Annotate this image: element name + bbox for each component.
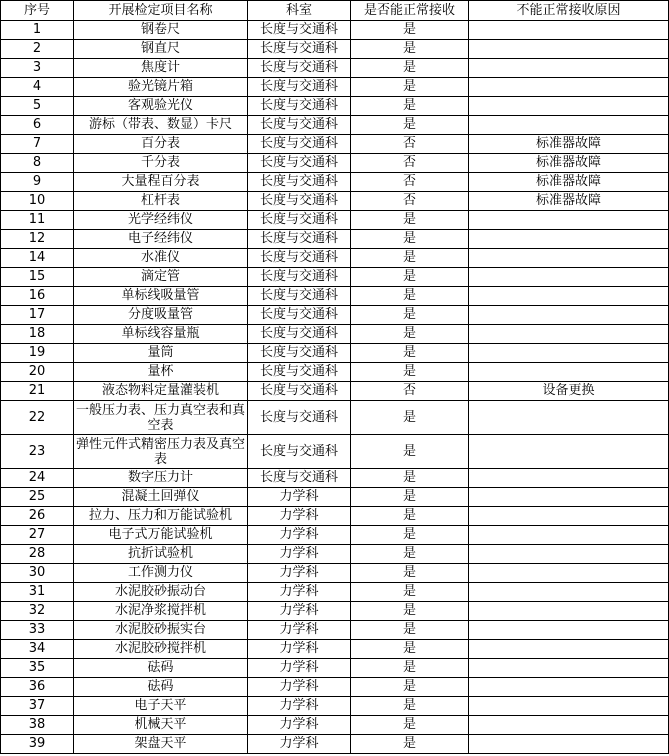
table-row	[1, 325, 669, 344]
table-row	[1, 526, 669, 545]
cell-item-name: 砝码	[74, 678, 248, 697]
cell-can-accept: 是	[351, 507, 469, 526]
cell-can-accept: 是	[351, 640, 469, 659]
table-row	[1, 602, 669, 621]
cell-can-accept: 是	[351, 583, 469, 602]
cell-department: 力学科	[248, 507, 351, 526]
table-row	[1, 59, 669, 78]
cell-reject-reason	[469, 602, 669, 621]
cell-serial-number: 26	[1, 507, 74, 526]
cell-department: 力学科	[248, 564, 351, 583]
cell-serial-number: 33	[1, 621, 74, 640]
cell-can-accept: 是	[351, 659, 469, 678]
cell-reject-reason	[469, 344, 669, 363]
header-serial-number: 序号	[1, 1, 74, 21]
table-row	[1, 249, 669, 268]
cell-department: 力学科	[248, 583, 351, 602]
cell-reject-reason	[469, 697, 669, 716]
table-row	[1, 735, 669, 754]
cell-serial-number: 17	[1, 306, 74, 325]
cell-serial-number: 1	[1, 21, 74, 40]
cell-serial-number: 31	[1, 583, 74, 602]
cell-item-name: 分度吸量管	[74, 306, 248, 325]
cell-can-accept: 是	[351, 268, 469, 287]
cell-item-name: 电子天平	[74, 697, 248, 716]
cell-item-name: 水准仪	[74, 249, 248, 268]
cell-reject-reason	[469, 40, 669, 59]
cell-reject-reason	[469, 78, 669, 97]
cell-serial-number: 30	[1, 564, 74, 583]
cell-department: 长度与交通科	[248, 344, 351, 363]
cell-reject-reason	[469, 678, 669, 697]
cell-reject-reason	[469, 488, 669, 507]
table-row	[1, 507, 669, 526]
table-row	[1, 678, 669, 697]
cell-can-accept: 是	[351, 435, 469, 469]
cell-serial-number: 28	[1, 545, 74, 564]
cell-serial-number: 8	[1, 154, 74, 173]
table-row	[1, 583, 669, 602]
cell-reject-reason	[469, 659, 669, 678]
cell-department: 长度与交通科	[248, 135, 351, 154]
table-row	[1, 716, 669, 735]
cell-can-accept: 否	[351, 382, 469, 401]
cell-reject-reason	[469, 621, 669, 640]
cell-serial-number: 9	[1, 173, 74, 192]
cell-department: 长度与交通科	[248, 173, 351, 192]
table-row	[1, 211, 669, 230]
cell-reject-reason	[469, 116, 669, 135]
table-row	[1, 135, 669, 154]
cell-item-name: 工作测力仪	[74, 564, 248, 583]
cell-department: 力学科	[248, 735, 351, 754]
cell-serial-number: 4	[1, 78, 74, 97]
cell-item-name: 验光镜片箱	[74, 78, 248, 97]
cell-item-name: 数字压力计	[74, 469, 248, 488]
cell-item-name: 水泥胶砂振实台	[74, 621, 248, 640]
cell-can-accept: 是	[351, 40, 469, 59]
cell-item-name: 液态物料定量灌装机	[74, 382, 248, 401]
cell-reject-reason	[469, 268, 669, 287]
cell-reject-reason: 标准器故障	[469, 135, 669, 154]
cell-reject-reason	[469, 306, 669, 325]
cell-reject-reason	[469, 640, 669, 659]
cell-item-name: 一般压力表、压力真空表和真空表	[74, 401, 248, 435]
cell-reject-reason	[469, 545, 669, 564]
table-row	[1, 697, 669, 716]
table-row	[1, 545, 669, 564]
table-row	[1, 382, 669, 401]
cell-department: 长度与交通科	[248, 97, 351, 116]
cell-can-accept: 是	[351, 363, 469, 382]
table-row	[1, 268, 669, 287]
cell-serial-number: 27	[1, 526, 74, 545]
cell-reject-reason	[469, 325, 669, 344]
cell-reject-reason	[469, 526, 669, 545]
cell-item-name: 量筒	[74, 344, 248, 363]
cell-can-accept: 否	[351, 154, 469, 173]
table-body	[1, 21, 669, 754]
cell-serial-number: 7	[1, 135, 74, 154]
cell-serial-number: 39	[1, 735, 74, 754]
cell-item-name: 水泥胶砂搅拌机	[74, 640, 248, 659]
cell-reject-reason	[469, 59, 669, 78]
cell-department: 力学科	[248, 640, 351, 659]
cell-serial-number: 5	[1, 97, 74, 116]
table-row	[1, 230, 669, 249]
cell-department: 长度与交通科	[248, 435, 351, 469]
cell-serial-number: 36	[1, 678, 74, 697]
cell-reject-reason	[469, 716, 669, 735]
cell-department: 力学科	[248, 697, 351, 716]
cell-reject-reason	[469, 435, 669, 469]
cell-item-name: 抗折试验机	[74, 545, 248, 564]
cell-serial-number: 35	[1, 659, 74, 678]
cell-item-name: 混凝土回弹仪	[74, 488, 248, 507]
cell-department: 长度与交通科	[248, 469, 351, 488]
cell-reject-reason	[469, 469, 669, 488]
header-item-name: 开展检定项目名称	[74, 1, 248, 21]
cell-department: 力学科	[248, 488, 351, 507]
cell-can-accept: 是	[351, 344, 469, 363]
cell-can-accept: 是	[351, 287, 469, 306]
cell-item-name: 客观验光仪	[74, 97, 248, 116]
cell-department: 长度与交通科	[248, 268, 351, 287]
table-row	[1, 306, 669, 325]
cell-department: 长度与交通科	[248, 382, 351, 401]
cell-serial-number: 15	[1, 268, 74, 287]
cell-serial-number: 6	[1, 116, 74, 135]
cell-item-name: 千分表	[74, 154, 248, 173]
cell-department: 力学科	[248, 621, 351, 640]
table-row	[1, 344, 669, 363]
cell-serial-number: 19	[1, 344, 74, 363]
cell-reject-reason: 设备更换	[469, 382, 669, 401]
header-reject-reason: 不能正常接收原因	[469, 1, 669, 21]
cell-can-accept: 是	[351, 249, 469, 268]
cell-department: 长度与交通科	[248, 21, 351, 40]
cell-serial-number: 24	[1, 469, 74, 488]
cell-item-name: 游标（带表、数显）卡尺	[74, 116, 248, 135]
table-row	[1, 621, 669, 640]
cell-department: 长度与交通科	[248, 325, 351, 344]
cell-department: 长度与交通科	[248, 192, 351, 211]
cell-department: 力学科	[248, 545, 351, 564]
cell-can-accept: 是	[351, 526, 469, 545]
table-row	[1, 40, 669, 59]
header-row	[1, 1, 669, 21]
table-row	[1, 97, 669, 116]
cell-can-accept: 否	[351, 135, 469, 154]
cell-department: 长度与交通科	[248, 306, 351, 325]
cell-serial-number: 12	[1, 230, 74, 249]
cell-serial-number: 32	[1, 602, 74, 621]
cell-reject-reason	[469, 211, 669, 230]
cell-can-accept: 是	[351, 488, 469, 507]
cell-department: 长度与交通科	[248, 211, 351, 230]
cell-department: 力学科	[248, 716, 351, 735]
cell-department: 力学科	[248, 659, 351, 678]
cell-reject-reason	[469, 287, 669, 306]
cell-serial-number: 20	[1, 363, 74, 382]
cell-item-name: 光学经纬仪	[74, 211, 248, 230]
cell-serial-number: 3	[1, 59, 74, 78]
cell-reject-reason: 标准器故障	[469, 173, 669, 192]
cell-can-accept: 是	[351, 545, 469, 564]
cell-reject-reason	[469, 21, 669, 40]
cell-item-name: 滴定管	[74, 268, 248, 287]
table-row	[1, 469, 669, 488]
cell-department: 长度与交通科	[248, 230, 351, 249]
cell-reject-reason	[469, 230, 669, 249]
cell-department: 力学科	[248, 602, 351, 621]
cell-serial-number: 38	[1, 716, 74, 735]
cell-serial-number: 22	[1, 401, 74, 435]
cell-item-name: 机械天平	[74, 716, 248, 735]
cell-item-name: 量杯	[74, 363, 248, 382]
cell-serial-number: 2	[1, 40, 74, 59]
cell-serial-number: 25	[1, 488, 74, 507]
cell-can-accept: 是	[351, 116, 469, 135]
cell-reject-reason	[469, 97, 669, 116]
cell-item-name: 百分表	[74, 135, 248, 154]
cell-can-accept: 是	[351, 735, 469, 754]
cell-can-accept: 是	[351, 211, 469, 230]
table-row	[1, 363, 669, 382]
cell-can-accept: 是	[351, 325, 469, 344]
cell-item-name: 电子式万能试验机	[74, 526, 248, 545]
table-row	[1, 659, 669, 678]
cell-department: 长度与交通科	[248, 40, 351, 59]
cell-serial-number: 11	[1, 211, 74, 230]
cell-reject-reason	[469, 735, 669, 754]
cell-can-accept: 是	[351, 602, 469, 621]
header-can-accept: 是否能正常接收	[351, 1, 469, 21]
cell-item-name: 焦度计	[74, 59, 248, 78]
cell-reject-reason	[469, 507, 669, 526]
header-department: 科室	[248, 1, 351, 21]
cell-reject-reason: 标准器故障	[469, 192, 669, 211]
cell-item-name: 钢卷尺	[74, 21, 248, 40]
cell-can-accept: 是	[351, 230, 469, 249]
cell-can-accept: 是	[351, 21, 469, 40]
cell-can-accept: 是	[351, 469, 469, 488]
cell-reject-reason	[469, 249, 669, 268]
table-row	[1, 287, 669, 306]
table-row	[1, 154, 669, 173]
cell-item-name: 钢直尺	[74, 40, 248, 59]
cell-can-accept: 否	[351, 173, 469, 192]
cell-item-name: 水泥净浆搅拌机	[74, 602, 248, 621]
cell-serial-number: 34	[1, 640, 74, 659]
cell-department: 长度与交通科	[248, 249, 351, 268]
table-row	[1, 21, 669, 40]
cell-can-accept: 是	[351, 59, 469, 78]
cell-can-accept: 是	[351, 716, 469, 735]
cell-item-name: 弹性元件式精密压力表及真空表	[74, 435, 248, 469]
cell-can-accept: 是	[351, 78, 469, 97]
cell-item-name: 架盘天平	[74, 735, 248, 754]
cell-reject-reason	[469, 401, 669, 435]
cell-serial-number: 16	[1, 287, 74, 306]
cell-department: 长度与交通科	[248, 78, 351, 97]
cell-item-name: 单标线吸量管	[74, 287, 248, 306]
cell-item-name: 电子经纬仪	[74, 230, 248, 249]
cell-can-accept: 是	[351, 97, 469, 116]
cell-department: 力学科	[248, 526, 351, 545]
cell-reject-reason: 标准器故障	[469, 154, 669, 173]
cell-can-accept: 是	[351, 564, 469, 583]
cell-department: 力学科	[248, 678, 351, 697]
cell-serial-number: 14	[1, 249, 74, 268]
table-row	[1, 116, 669, 135]
table-row	[1, 78, 669, 97]
cell-can-accept: 是	[351, 401, 469, 435]
cell-serial-number: 18	[1, 325, 74, 344]
cell-item-name: 拉力、压力和万能试验机	[74, 507, 248, 526]
cell-department: 长度与交通科	[248, 154, 351, 173]
table-row	[1, 173, 669, 192]
table-row	[1, 640, 669, 659]
cell-department: 长度与交通科	[248, 59, 351, 78]
cell-can-accept: 是	[351, 697, 469, 716]
cell-can-accept: 是	[351, 306, 469, 325]
cell-item-name: 砝码	[74, 659, 248, 678]
cell-can-accept: 否	[351, 192, 469, 211]
cell-serial-number: 10	[1, 192, 74, 211]
cell-can-accept: 是	[351, 678, 469, 697]
cell-item-name: 单标线容量瓶	[74, 325, 248, 344]
cell-reject-reason	[469, 363, 669, 382]
table-row	[1, 435, 669, 469]
cell-item-name: 大量程百分表	[74, 173, 248, 192]
cell-reject-reason	[469, 564, 669, 583]
cell-department: 长度与交通科	[248, 116, 351, 135]
table-row	[1, 564, 669, 583]
cell-can-accept: 是	[351, 621, 469, 640]
table-row	[1, 192, 669, 211]
cell-serial-number: 37	[1, 697, 74, 716]
cell-serial-number: 21	[1, 382, 74, 401]
cell-department: 长度与交通科	[248, 363, 351, 382]
cell-item-name: 水泥胶砂振动台	[74, 583, 248, 602]
table-row	[1, 401, 669, 435]
table-row	[1, 488, 669, 507]
cell-reject-reason	[469, 583, 669, 602]
cell-serial-number: 23	[1, 435, 74, 469]
cell-department: 长度与交通科	[248, 401, 351, 435]
cell-item-name: 杠杆表	[74, 192, 248, 211]
cell-department: 长度与交通科	[248, 287, 351, 306]
